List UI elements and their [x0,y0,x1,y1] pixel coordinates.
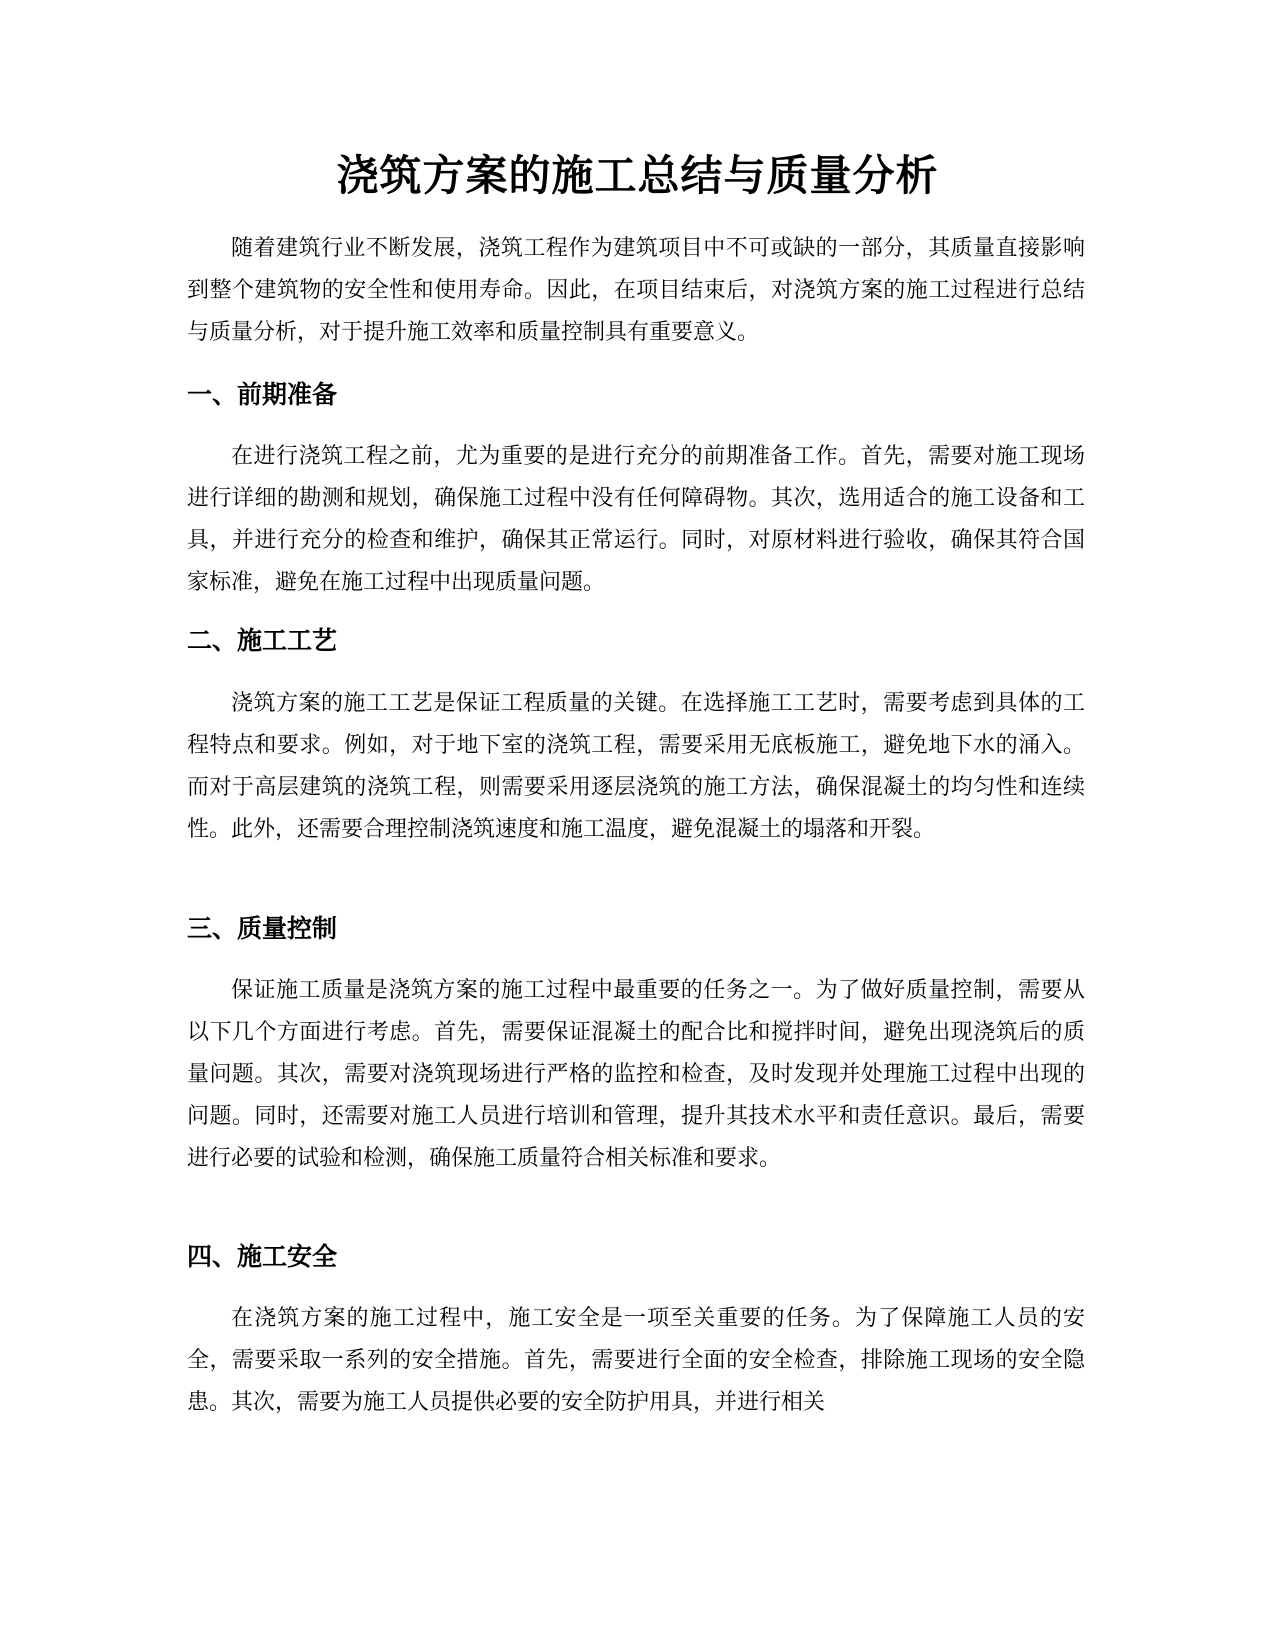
section-heading-safety: 四、施工安全 [187,1242,338,1271]
intro-paragraph: 随着建筑行业不断发展，浇筑工程作为建筑项目中不可或缺的一部分，其质量直接影响到整个建筑物的安全性和使用寿命。因此，在项目结束后，对浇筑方案的施工过程进行总结与质量分析，对于提升施工效率和质量控制具有重要意义。 [187,236,1085,345]
section-heading-quality: 三、质量控制 [187,914,338,943]
section-body-preparation: 在进行浇筑工程之前，尤为重要的是进行充分的前期准备工作。首先，需要对施工现场进行详细的勘测和规划，确保施工过程中没有任何障碍物。其次，选用适合的施工设备和工具，并进行充分的检查和维护，确保其正常运行。同时，对原材料进行验收，确保其符合国家标准，避免在施工过程中出现质量问题。 [187,444,1085,595]
document-title: 浇筑方案的施工总结与质量分析 [336,151,939,200]
section-body-quality: 保证施工质量是浇筑方案的施工过程中最重要的任务之一。为了做好质量控制，需要从以下几个方面进行考虑。首先，需要保证混凝土的配合比和搅拌时间，避免出现浇筑后的质量问题。其次，需要对浇筑现场进行严格的监控和检查，及时发现并处理施工过程中出现的问题。同时，还需要对施工人员进行培训和管理，提升其技术水平和责任意识。最后，需要进行必要的试验和检测，确保施工质量符合相关标准和要求。 [187,978,1085,1171]
section-body-process: 浇筑方案的施工工艺是保证工程质量的关键。在选择施工工艺时，需要考虑到具体的工程特点和要求。例如，对于地下室的浇筑工程，需要采用无底板施工，避免地下水的涌入。而对于高层建筑的浇筑工程，则需要采用逐层浇筑的施工方法，确保混凝土的均匀性和连续性。此外，还需要合理控制浇筑速度和施工温度，避免混凝土的塌落和开裂。 [187,691,1085,842]
section-body-safety: 在浇筑方案的施工过程中，施工安全是一项至关重要的任务。为了保障施工人员的安全，需要采取一系列的安全措施。首先，需要进行全面的安全检查，排除施工现场的安全隐患。其次，需要为施工人员提供必要的安全防护用具，并进行相关 [187,1306,1085,1415]
section-heading-process: 二、施工工艺 [187,626,338,655]
section-heading-preparation: 一、前期准备 [187,380,338,409]
